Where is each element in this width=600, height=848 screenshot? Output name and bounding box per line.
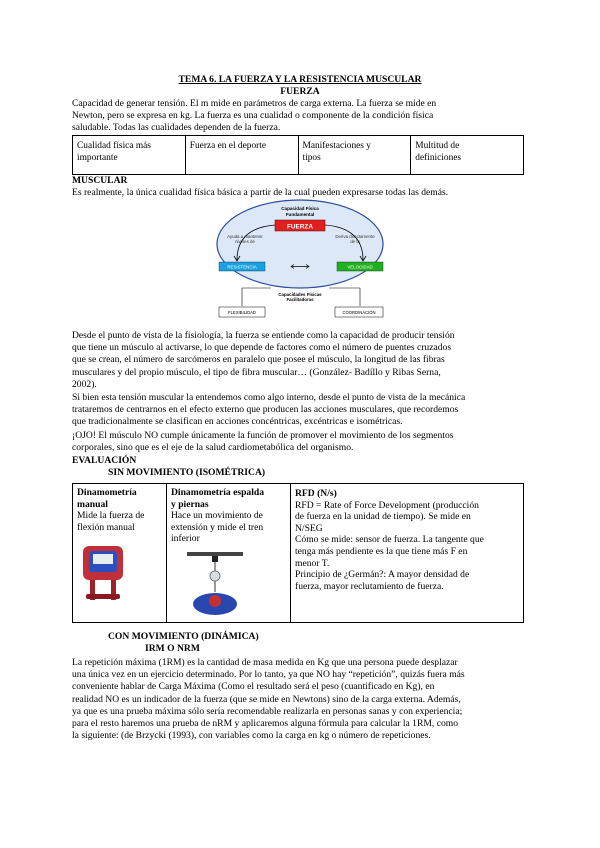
flexibilidad-label: FLEXIBILIDAD [228,310,256,315]
cell-text: tenga más pendiente es la que tiene más F en [295,545,468,557]
cell-title: Dinamometría [77,487,137,498]
physiology-paragraph [72,330,542,391]
cell-dinamometria-manual [73,484,167,622]
mechanics-paragraph [72,392,542,429]
subheading-sin-movimiento: SIN MOVIMIENTO (ISOMÉTRICA) [108,467,266,478]
text-line: conveniente hablar de Carga Máxima (Como el resultado será el peso (cuantificado en Kg), en [72,681,435,693]
section-heading-evaluacion: EVALUACIÓN [72,455,137,466]
label-facilitadoras: Facilitadoras [286,297,314,302]
hand-dynamometer-image [80,544,126,602]
section-heading-muscular: MUSCULAR [72,175,128,186]
text-line: que tiene un músculo al activarse, lo que depende de factores como el número de puentes cruzados [72,342,452,354]
velocidad-label: VELOCIDAD [347,264,373,270]
text-line: corporales, sino que es el eje de la salud cardiometabólica del organismo. [72,442,354,454]
cell-text: N/SEG [295,522,323,534]
text-line: trataremos de centrarnos en el efecto externo que producen las acciones musculares, que recordemos [72,404,459,416]
text-line: realidad NO es un indicador de la fuerza (que se mide en Newtons) sino de la carga externa. Además, [72,693,461,705]
cell-text: fuerza, mayor reclutamiento de fuerza. [295,580,444,592]
cell-title: y piernas [171,498,209,510]
cell-text: Hace un movimiento de [171,510,263,522]
intro-paragraph [72,98,532,135]
text-line: que tradicionalmente se clasifican en acciones concéntricas, excéntricas e isométricas. [72,416,403,428]
text-line: la siguiente: (de Brzycki (1993), con variables como la carga en kg o número de repeticiones. [72,730,431,742]
cell-text: RFD = Rate of Force Development (producción [295,499,479,511]
text-line: Si bien esta tensión muscular la entendemos como algo interno, desde el punto de vista de la mecánica [72,392,466,403]
resistencia-label: RESISTENCIA [227,264,257,270]
right-note-1: Deriva directamente [335,234,375,239]
coordinacion-label: COORDINACIÓN [342,310,376,315]
section-heading-fuerza: FUERZA [280,86,320,97]
text-line: saludable. Todas las cualidades dependen de la fuerza. [72,122,281,134]
fuerza-label: FUERZA [287,223,313,231]
cell-text: flexión manual [77,521,135,533]
text-line: Capacidad de generar tensión. El m mide en parámetros de carga externa. La fuerza se mide en [72,98,437,109]
label-fundamental: Fundamental [285,212,315,217]
left-note-1: Ayuda a mantener [227,234,263,239]
cell-text: inferior [171,533,200,545]
text-line: ¡OJO! El músculo NO cumple únicamente la función de promover el movimiento de los segmentos [72,430,454,441]
label-capacidades: Capacidades Físicas [278,292,322,297]
right-note-2: de la [350,239,360,244]
subheading-con-movimiento: CON MOVIMIENTO (DINÁMICA) [108,631,259,642]
topic-cell: Multitud de definiciones [415,141,462,163]
subheading-irm: IRM O NRM [145,643,200,654]
text-line: Desde el punto de vista de la fisiología, la fuerza se entiende como la capacidad de producir tensión [72,330,455,341]
cell-text: Cómo se mide: sensor de fuerza. La tangente que [295,534,484,546]
label-capacidad: Capacidad Física [281,206,319,211]
cell-text: menor T. [295,557,330,569]
muscular-text: Es realmente, la única cualidad física básica a partir de la cual pueden expresarse todas las demás. [72,187,449,198]
strength-diagram [215,198,385,328]
cell-title: RFD (N/s) [295,488,337,499]
text-line: La repetición máxima (1RM) es la cantidad de masa medida en Kg que una persona puede desplazar [72,657,458,668]
cell-text: Mide la fuerza de [77,510,145,522]
left-note-2: niveles de [235,239,255,244]
topic-cell: Manifestaciones y tipos [299,136,412,174]
text-line: musculares y del propio músculo, el tipo de fibra muscular… (González- Badillo y Ribas Serna, [72,366,441,378]
cell-text: Principio de ¿Germán?: A mayor densidad de [295,569,470,581]
topic-cell: Fuerza en el deporte [186,136,299,174]
page-title: TEMA 6. LA FUERZA Y LA RESISTENCIA MUSCULAR [178,74,422,85]
text-line: una única vez en un ejercicio determinado. Por lo tanto, ya que NO hay “repetición”, quizás fuera más [72,669,465,681]
text-line: 2002). [72,378,97,390]
text-line: que se crean, el número de sarcómeros en paralelo que posee el músculo, la longitud de las fibras [72,354,445,366]
repeticion-paragraph [72,657,542,742]
cell-rfd [291,484,523,622]
cell-text: extensión y mide el tren [171,521,264,533]
topic-cell: Cualidad física más importante [73,136,186,174]
cell-title: manual [77,498,108,510]
cell-title: Dinamometría espalda [171,487,265,498]
warning-paragraph [72,430,542,454]
text-line: ya que es una prueba máxima sólo sería recomendable realizarla en personas sanas y con experiencia; [72,705,463,717]
topics-table [72,135,524,175]
cell-text: de fuerza en la unidad de tiempo). Se mide en [295,511,471,523]
cell-dinamometria-espalda [167,484,291,622]
evaluation-table [72,483,524,623]
text-line: para el resto haremos una prueba de nRM y aplicaremos alguna fórmula para calcular la 1RM, como [72,718,459,730]
back-leg-dynamometer-image [185,548,245,618]
text-line: Newton, pero se expresa en kg. La fuerza es una cualidad o componente de la condición física [72,110,434,122]
